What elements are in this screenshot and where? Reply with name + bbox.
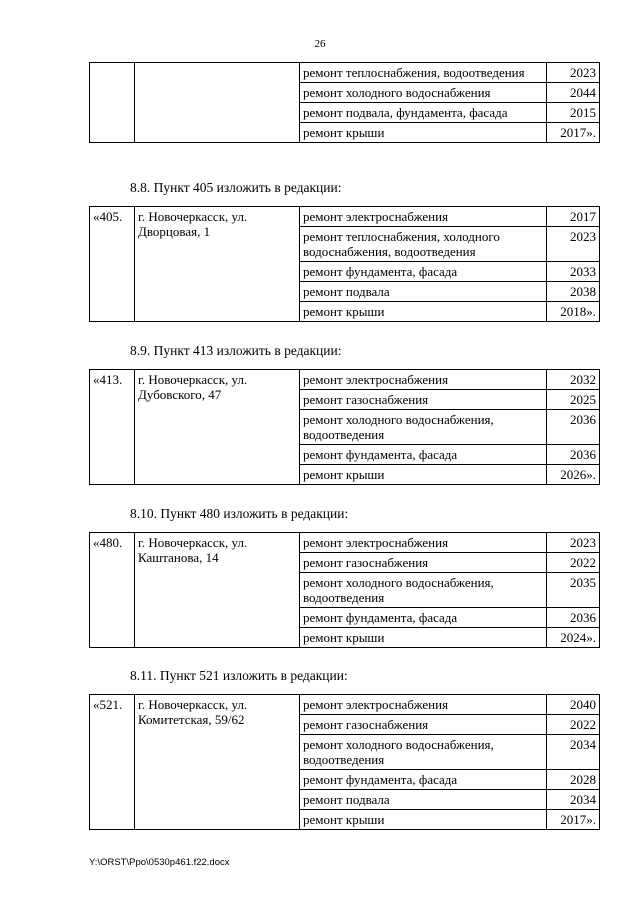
- year-cell: 2023: [547, 63, 600, 83]
- work-cell: ремонт холодного водоснабжения, водоотведения: [300, 573, 547, 608]
- work-cell: ремонт электроснабжения: [300, 207, 547, 227]
- section-heading: 8.10. Пункт 480 изложить в редакции:: [130, 506, 349, 521]
- address-cell: г. Новочеркасск, ул. Комитетская, 59/62: [135, 695, 300, 830]
- item-number-cell: [90, 63, 135, 143]
- year-cell: 2018».: [547, 302, 600, 322]
- work-cell: ремонт фундамента, фасада: [300, 445, 547, 465]
- work-cell: ремонт крыши: [300, 123, 547, 143]
- section-table-480: [89, 532, 600, 648]
- work-cell: ремонт крыши: [300, 465, 547, 485]
- year-cell: 2035: [547, 573, 600, 608]
- item-number-cell: «405.: [90, 207, 135, 322]
- item-number-cell: «521.: [90, 695, 135, 830]
- year-cell: 2017».: [547, 123, 600, 143]
- year-cell: 2044: [547, 83, 600, 103]
- year-cell: 2026».: [547, 465, 600, 485]
- year-cell: 2033: [547, 262, 600, 282]
- table-row: [90, 63, 600, 83]
- year-cell: 2022: [547, 553, 600, 573]
- work-cell: ремонт газоснабжения: [300, 553, 547, 573]
- item-number-cell: «480.: [90, 533, 135, 648]
- table-row: [90, 370, 600, 390]
- address-cell: г. Новочеркасск, ул. Каштанова, 14: [135, 533, 300, 648]
- year-cell: 2017: [547, 207, 600, 227]
- year-cell: 2038: [547, 282, 600, 302]
- file-path-footer: Y:\ORST\Ppo\0530p461.f22.docx: [89, 857, 230, 868]
- work-cell: ремонт фундамента, фасада: [300, 262, 547, 282]
- work-cell: ремонт газоснабжения: [300, 715, 547, 735]
- work-cell: ремонт теплоснабжения, холодного водоснабжения, водоотведения: [300, 227, 547, 262]
- work-cell: ремонт крыши: [300, 810, 547, 830]
- year-cell: 2036: [547, 410, 600, 445]
- year-cell: 2024».: [547, 628, 600, 648]
- table-row: [90, 207, 600, 227]
- work-cell: ремонт подвала: [300, 790, 547, 810]
- section-table-413: [89, 369, 600, 485]
- table-row: [90, 695, 600, 715]
- section-heading: 8.9. Пункт 413 изложить в редакции:: [130, 343, 342, 358]
- year-cell: 2032: [547, 370, 600, 390]
- work-cell: ремонт фундамента, фасада: [300, 608, 547, 628]
- year-cell: 2040: [547, 695, 600, 715]
- year-cell: 2015: [547, 103, 600, 123]
- work-cell: ремонт фундамента, фасада: [300, 770, 547, 790]
- address-cell: [135, 63, 300, 143]
- section-heading: 8.11. Пункт 521 изложить в редакции:: [130, 668, 348, 683]
- year-cell: 2036: [547, 608, 600, 628]
- work-cell: ремонт электроснабжения: [300, 370, 547, 390]
- year-cell: 2034: [547, 735, 600, 770]
- work-cell: ремонт электроснабжения: [300, 533, 547, 553]
- year-cell: 2023: [547, 533, 600, 553]
- work-cell: ремонт холодного водоснабжения, водоотведения: [300, 735, 547, 770]
- year-cell: 2036: [547, 445, 600, 465]
- address-cell: г. Новочеркасск, ул. Дворцовая, 1: [135, 207, 300, 322]
- work-cell: ремонт электроснабжения: [300, 695, 547, 715]
- year-cell: 2034: [547, 790, 600, 810]
- year-cell: 2017».: [547, 810, 600, 830]
- section-heading: 8.8. Пункт 405 изложить в редакции:: [130, 180, 342, 195]
- section-table-521: [89, 694, 600, 830]
- continuation-table: [89, 62, 600, 143]
- year-cell: 2022: [547, 715, 600, 735]
- year-cell: 2028: [547, 770, 600, 790]
- year-cell: 2025: [547, 390, 600, 410]
- work-cell: ремонт крыши: [300, 628, 547, 648]
- section-table-405: [89, 206, 600, 322]
- work-cell: ремонт холодного водоснабжения: [300, 83, 547, 103]
- work-cell: ремонт теплоснабжения, водоотведения: [300, 63, 547, 83]
- address-cell: г. Новочеркасск, ул. Дубовского, 47: [135, 370, 300, 485]
- year-cell: 2023: [547, 227, 600, 262]
- work-cell: ремонт крыши: [300, 302, 547, 322]
- work-cell: ремонт подвала: [300, 282, 547, 302]
- item-number-cell: «413.: [90, 370, 135, 485]
- page-number: 26: [314, 38, 326, 50]
- work-cell: ремонт газоснабжения: [300, 390, 547, 410]
- work-cell: ремонт подвала, фундамента, фасада: [300, 103, 547, 123]
- table-row: [90, 533, 600, 553]
- work-cell: ремонт холодного водоснабжения, водоотведения: [300, 410, 547, 445]
